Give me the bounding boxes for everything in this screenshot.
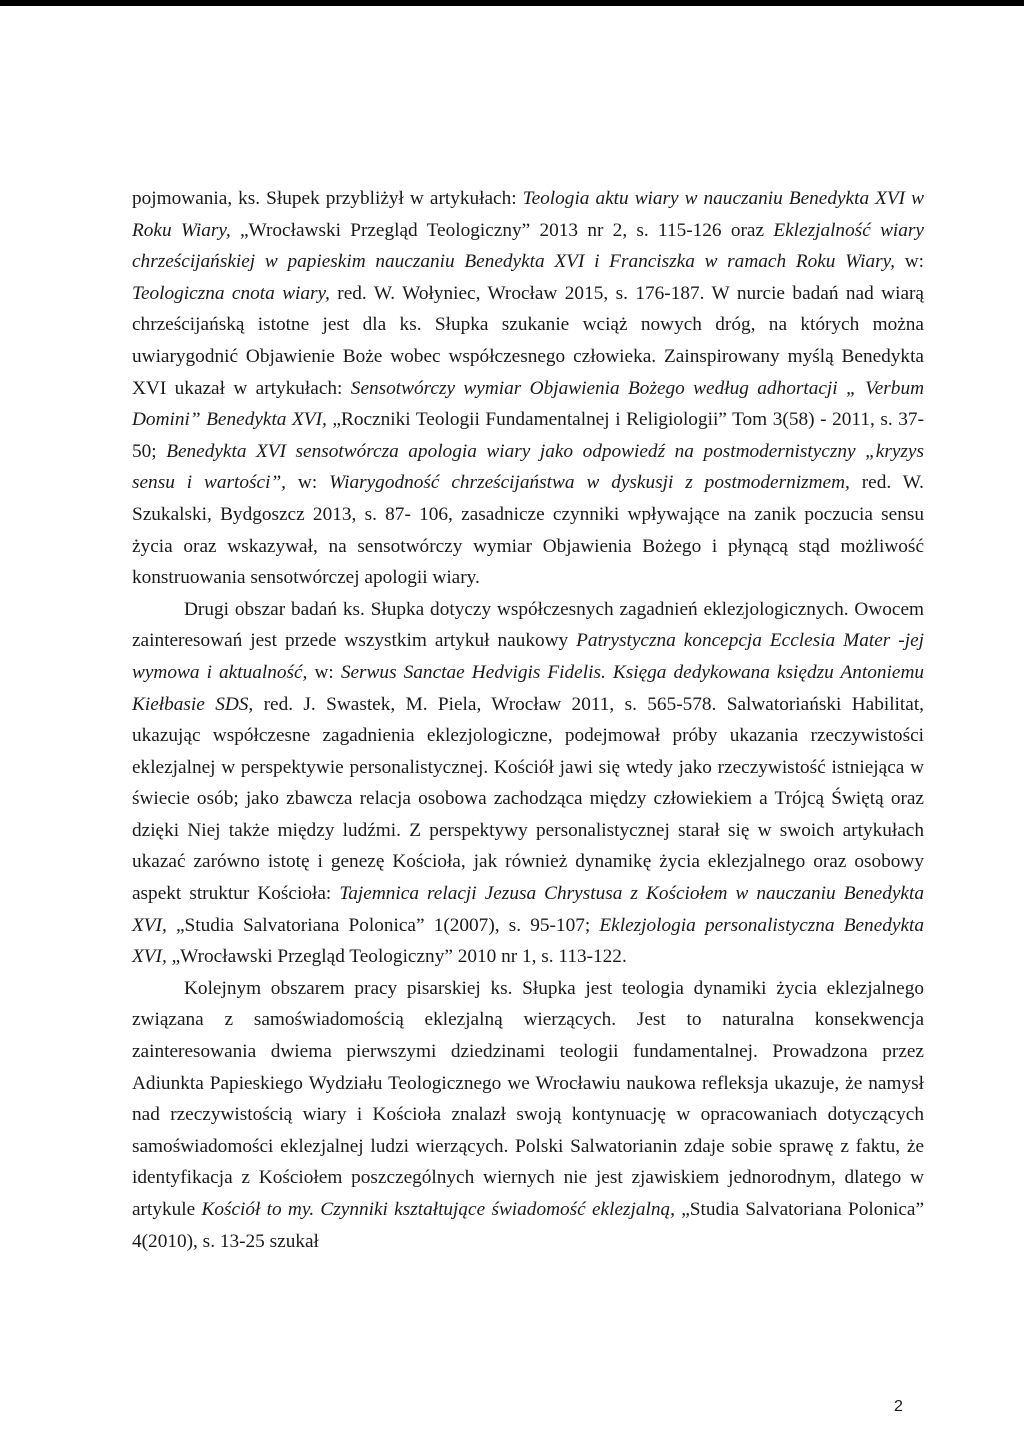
- text-run: „Wrocławski Przegląd Teologiczny” 2013 nr 2, s. 115-126 oraz: [230, 219, 774, 241]
- paragraph-3: [132, 973, 924, 1257]
- text-run: red. W. Szukalski, Bydgoszcz 2013, s. 87- 106, zasadnicze czynniki wpływające na zanik poczucia sensu życia oraz wskazywał, na sensotwórczy wymiar Objawienia Bożego i płynącą stąd możliwość konstruowania sensotwórczej apologii wiary.: [132, 472, 924, 589]
- text-run: w:: [286, 472, 330, 494]
- paragraph-1: [132, 183, 924, 594]
- italic-title: Serwus Sanctae Hedvigis Fidelis. Księga dedykowana księdzu Antoniemu Kiełbasie SDS,: [132, 661, 925, 715]
- text-run: „Wrocławski Przegląd Teologiczny” 2010 nr 1, s. 113-122.: [166, 946, 627, 968]
- italic-title: Tajemnica relacji Jezusa Chrystusa z Kościołem w nauczaniu Benedykta XVI,: [132, 883, 924, 936]
- text-run: „Roczniki Teologii Fundamentalnej i Religiologii” Tom 3(58) - 2011, s. 37-50;: [132, 409, 924, 462]
- italic-title: Eklezjologia personalistyczna Benedykta XVI,: [132, 914, 925, 968]
- italic-title: Teologia aktu wiary w nauczaniu Benedykta XVI w Roku Wiary,: [132, 188, 924, 241]
- italic-title: Teologiczna cnota wiary,: [132, 282, 330, 304]
- text-run: Drugi obszar badań ks. Słupka dotyczy współczesnych zagadnień eklezjologicznych. Owocem zainteresowań jest przede wszystkim artykuł naukowy: [132, 598, 924, 652]
- paragraph-2: [132, 594, 924, 973]
- italic-title: Patrystyczna koncepcja Ecclesia Mater -jej wymowa i aktualność,: [132, 630, 924, 683]
- text-run: „Studia Salvatoriana Polonica” 1(2007), s. 95-107;: [166, 914, 600, 936]
- text-run: red. W. Wołyniec, Wrocław 2015, s. 176-187. W nurcie badań nad wiarą chrześcijańską istotne jest dla ks. Słupka szukanie wciąż nowych dróg, na których można uwiarygodnić Objawienie Boże wobec współczesnego człowieka. Zainspirowany myślą Benedykta XVI ukazał w artykułach:: [132, 282, 924, 399]
- italic-title: Sensotwórczy wymiar Objawienia Bożego według adhortacji „ Verbum Domini” Benedykta XVI,: [132, 377, 925, 431]
- page-number: 2: [894, 1398, 903, 1415]
- italic-title: Benedykta XVI sensotwórcza apologia wiary jako odpowiedź na postmodernistyczny „kryzys sensu i wartości”,: [132, 440, 924, 494]
- text-run: w:: [307, 661, 341, 683]
- text-run: „Studia Salvatoriana Polonica” 4(2010), s. 13-25 szukał: [132, 1199, 925, 1252]
- top-scan-band: [0, 0, 1024, 6]
- document-body: [132, 183, 924, 1257]
- text-run: Kolejnym obszarem pracy pisarskiej ks. Słupka jest teologia dynamiki życia eklezjalnego związana z samoświadomością eklezjalną wierzących. Jest to naturalna konsekwencja zainteresowania dwiema pierwszymi dziedzinami teologii fundamentalnej. Prowadzona przez Adiunkta Papieskiego Wydziału Teologicznego we Wrocławiu naukowa refleksja ukazuje, że namysł nad rzeczywistością wiary i Kościoła znalazł swoją kontynuację w opracowaniach dotyczących samoświadomości eklezjalnej ludzi wierzących. Polski Salwatorianin zdaje sobie sprawę z faktu, że identyfikacja z Kościołem poszczególnych wiernych nie jest zjawiskiem jednorodnym, dlatego w artykule: [132, 977, 924, 1220]
- italic-title: Kościół to my. Czynniki kształtujące świadomość eklezjalną,: [201, 1199, 675, 1220]
- text-run: w:: [894, 251, 924, 273]
- text-run: red. J. Swastek, M. Piela, Wrocław 2011, s. 565-578. Salwatoriański Habilitat, ukazując współczesne zagadnienia eklezjologiczne, podejmował próby ukazania rzeczywistości eklezjalnej w perspektywie personalistycznej. Kościół jawi się wtedy jako rzeczywistość istniejąca w świecie osób; jako zbawcza relacja osobowa zachodząca między człowiekiem a Trójcą Świętą oraz dzięki Niej także między ludźmi. Z perspektywy personalistycznej starał się w swoich artykułach ukazać zarówno istotę i genezę Kościoła, jak również dynamikę życia eklezjalnego oraz osobowy aspekt struktur Kościoła:: [132, 693, 924, 905]
- italic-title: Wiarygodność chrześcijaństwa w dyskusji z postmodernizmem,: [329, 472, 850, 494]
- text-run: pojmowania, ks. Słupek przybliżył w artykułach:: [132, 188, 523, 209]
- italic-title: Eklezjalność wiary chrześcijańskiej w papieskim nauczaniu Benedykta XVI i Franciszka w ramach Roku Wiary,: [132, 219, 924, 273]
